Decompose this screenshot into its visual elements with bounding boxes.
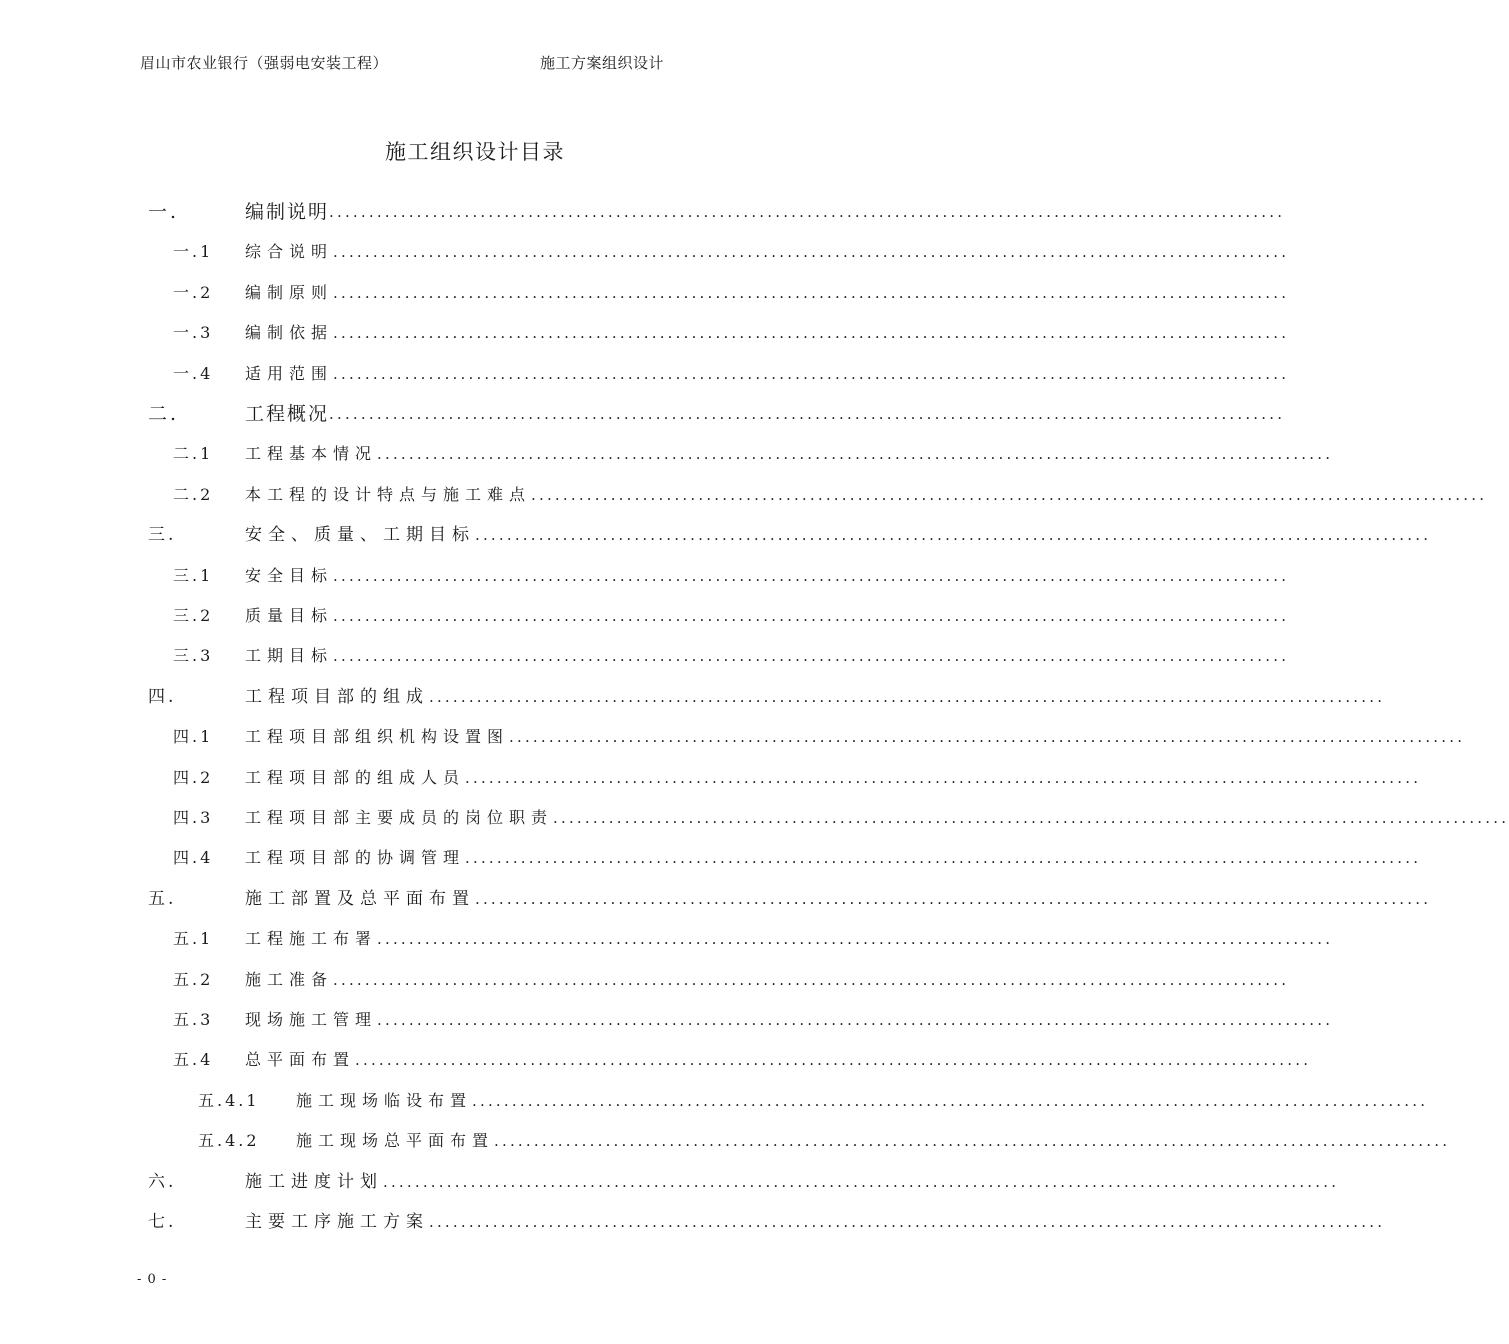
- toc-item[interactable]: [0, 683, 1386, 711]
- toc-item-label: 本工程的设计特点与施工难点: [245, 484, 532, 504]
- toc-item-label: 主要工序施工方案: [245, 1212, 429, 1232]
- toc-dot-leader: ........................................................................................................................: [509, 728, 1466, 747]
- toc-item-label: 施工现场临设布置: [296, 1090, 473, 1110]
- toc-item[interactable]: [0, 642, 1290, 670]
- toc-item-number: 四.3: [173, 808, 214, 827]
- toc-item-label: 工程项目部组织机构设置图: [245, 727, 510, 747]
- toc-item-label: 工程项目部的协调管理: [245, 848, 466, 868]
- toc-item[interactable]: [0, 238, 1290, 266]
- toc-item[interactable]: [0, 481, 1488, 509]
- toc-item-label: 施工准备: [245, 969, 334, 989]
- header-project-name: 眉山市农业银行（强弱电安装工程）: [140, 54, 389, 72]
- toc-item-number: 六.: [148, 1171, 177, 1192]
- toc-item-label: 综合说明: [245, 242, 334, 262]
- toc-item-label: 施工部置及总平面布置: [245, 888, 475, 909]
- toc-dot-leader: ........................................................................................................................: [333, 243, 1290, 262]
- toc-item-number: 三.1: [173, 565, 214, 585]
- toc-dot-leader: ........................................................................................................................: [333, 566, 1290, 585]
- toc-item-label: 工期目标: [245, 646, 334, 666]
- toc-dot-leader: ........................................................................................................................: [531, 485, 1488, 504]
- toc-dot-leader: ........................................................................................................................: [333, 970, 1290, 989]
- toc-item[interactable]: [0, 360, 1290, 388]
- toc-item-number: 五.4.1: [198, 1090, 260, 1110]
- toc-item-number: 四.4: [173, 848, 214, 868]
- toc-item[interactable]: [0, 602, 1290, 630]
- toc-item-number: 四.1: [173, 727, 214, 747]
- toc-item-label: 工程施工布署: [245, 929, 378, 949]
- toc-item-label: 施工现场总平面布置: [296, 1131, 495, 1151]
- toc-item-number: 五.4: [173, 1050, 214, 1070]
- toc-item[interactable]: [0, 1006, 1334, 1034]
- toc-dot-leader: ........................................................................................................................: [383, 1172, 1340, 1191]
- toc-item[interactable]: [0, 279, 1290, 307]
- header-document-type: 施工方案组织设计: [540, 54, 665, 72]
- toc-dot-leader: ........................................................................................................................: [377, 445, 1334, 464]
- toc-item-label: 安全目标: [245, 565, 334, 585]
- toc-dot-leader: ........................................................................................................................: [333, 647, 1290, 666]
- toc-item-number: 五.: [148, 888, 177, 909]
- page-number: - 0 -: [137, 1272, 168, 1287]
- toc-item-label: 工程基本情况: [245, 444, 378, 464]
- toc-item[interactable]: [0, 885, 1432, 913]
- toc-item[interactable]: [0, 966, 1290, 994]
- toc-item-number: 一.4: [173, 363, 214, 383]
- toc-item-label: 质量目标: [245, 606, 334, 625]
- toc-item[interactable]: [0, 804, 1509, 832]
- toc-dot-leader: ........................................................................................................................: [377, 930, 1334, 949]
- toc-item-label: 工程项目部的组成: [245, 686, 429, 707]
- toc-item-number: 一.3: [173, 323, 214, 343]
- toc-dot-leader: ........................................................................................................................: [465, 768, 1422, 787]
- toc-item[interactable]: [0, 1208, 1386, 1236]
- toc-item[interactable]: [0, 521, 1432, 549]
- toc-item[interactable]: [0, 1087, 1429, 1115]
- toc-item[interactable]: [0, 764, 1422, 792]
- toc-item[interactable]: [0, 844, 1422, 872]
- toc-dot-leader: ........................................................................................................................: [329, 405, 1286, 423]
- toc-item[interactable]: [0, 400, 1286, 428]
- toc-dot-leader: ........................................................................................................................: [465, 849, 1422, 868]
- toc-item-number: 一.: [148, 201, 180, 223]
- toc-item-number: 四.: [148, 686, 177, 707]
- toc-item[interactable]: [0, 925, 1334, 953]
- toc-item-label: 适用范围: [245, 363, 334, 383]
- toc-dot-leader: ........................................................................................................................: [494, 1132, 1451, 1151]
- toc-item[interactable]: [0, 723, 1466, 751]
- toc-item[interactable]: [0, 562, 1290, 590]
- toc-dot-leader: ........................................................................................................................: [333, 283, 1290, 302]
- toc-item-label: 施工进度计划: [245, 1171, 383, 1192]
- toc-item[interactable]: [0, 198, 1286, 226]
- toc-item[interactable]: [0, 1046, 1312, 1074]
- toc-item-label: 编制说明: [245, 201, 330, 223]
- toc-dot-leader: ........................................................................................................................: [429, 1213, 1386, 1231]
- toc-item-label: 编制依据: [245, 323, 334, 343]
- toc-item[interactable]: [0, 1127, 1451, 1155]
- toc-item-number: 五.2: [173, 969, 214, 989]
- toc-item-number: 五.1: [173, 929, 214, 949]
- toc-item-label: 工程项目部主要成员的岗位职责: [245, 808, 554, 827]
- toc-item-number: 二.1: [173, 444, 214, 464]
- toc-item-number: 一.2: [173, 282, 214, 302]
- toc-item-number: 二.: [148, 403, 180, 425]
- toc-dot-leader: ........................................................................................................................: [333, 364, 1290, 383]
- toc-item-label: 总平面布置: [245, 1050, 356, 1070]
- toc-dot-leader: ........................................................................................................................: [329, 203, 1286, 221]
- toc-item[interactable]: [0, 440, 1334, 468]
- toc-dot-leader: ........................................................................................................................: [472, 1091, 1429, 1110]
- toc-item-number: 三.2: [173, 606, 214, 625]
- toc-item-number: 二.2: [173, 484, 214, 504]
- toc-item-label: 工程概况: [245, 403, 330, 425]
- toc-item-number: 五.4.2: [198, 1131, 260, 1151]
- toc-dot-leader: ........................................................................................................................: [333, 324, 1290, 343]
- toc-item[interactable]: [0, 319, 1290, 347]
- toc-dot-leader: ........................................................................................................................: [553, 809, 1509, 827]
- toc-dot-leader: ........................................................................................................................: [475, 889, 1432, 908]
- toc-item-number: 四.2: [173, 767, 214, 787]
- toc-item-number: 三.3: [173, 646, 214, 666]
- toc-dot-leader: ........................................................................................................................: [475, 526, 1432, 545]
- toc-dot-leader: ........................................................................................................................: [333, 607, 1290, 625]
- toc-dot-leader: ........................................................................................................................: [355, 1051, 1312, 1070]
- toc-item-number: 五.3: [173, 1010, 214, 1029]
- toc-item-label: 工程项目部的组成人员: [245, 767, 466, 787]
- toc-item-number: 三.: [148, 525, 177, 546]
- page-title: 施工组织设计目录: [385, 140, 565, 164]
- toc-item[interactable]: [0, 1168, 1340, 1196]
- toc-item-number: 一.1: [173, 242, 214, 262]
- toc-item-number: 七.: [148, 1212, 177, 1232]
- toc-dot-leader: ........................................................................................................................: [429, 687, 1386, 706]
- toc-item-label: 安全、质量、工期目标: [245, 525, 475, 546]
- toc-item-label: 现场施工管理: [245, 1010, 378, 1029]
- toc-item-label: 编制原则: [245, 282, 334, 302]
- toc-dot-leader: ........................................................................................................................: [377, 1011, 1334, 1029]
